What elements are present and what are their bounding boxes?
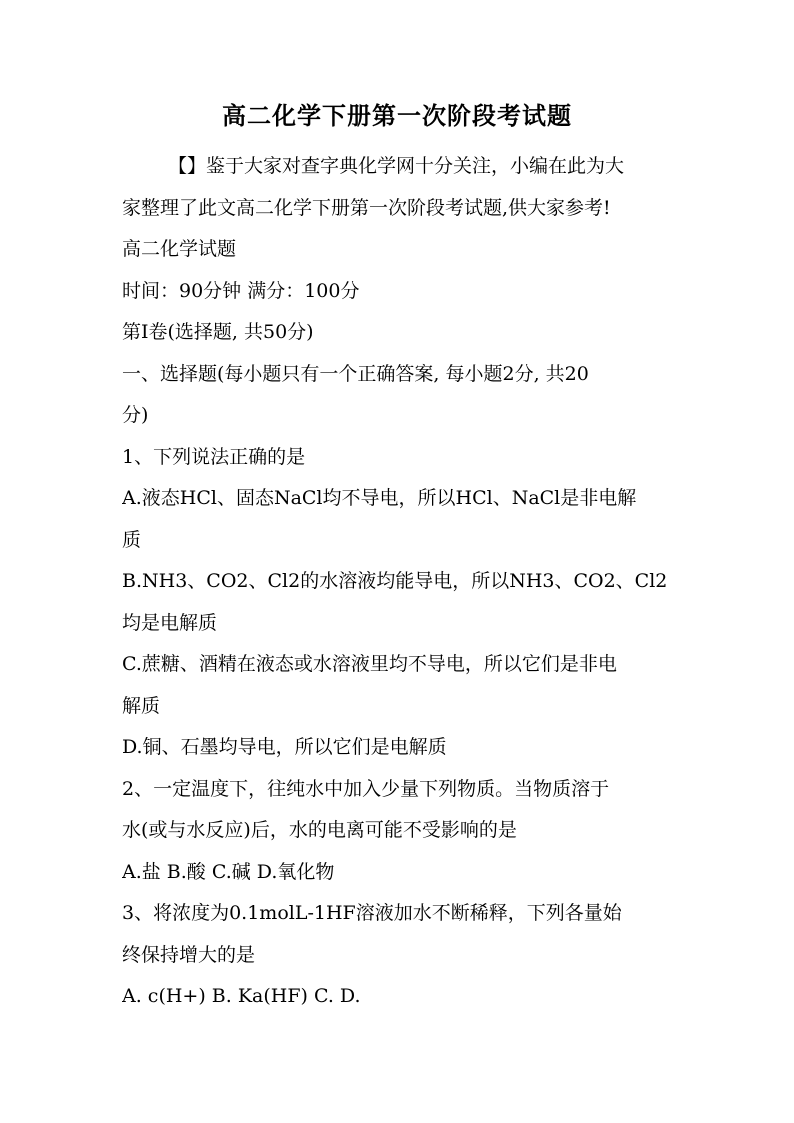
question-1-option-c-line-1: C.蔗糖、酒精在液态或水溶液里均不导电，所以它们是非电	[122, 653, 617, 675]
exam-time-score: 时间：90分钟 满分：100分	[122, 279, 360, 302]
question-2-options: A.盐 B.酸 C.碱 D.氧化物	[122, 860, 335, 883]
exam-heading: 高二化学试题	[122, 238, 237, 260]
question-type-line-1: 一、选择题(每小题只有一个正确答案, 每小题2分, 共20	[122, 362, 589, 385]
question-1-option-c-line-2: 解质	[122, 694, 161, 717]
document-title: 高二化学下册第一次阶段考试题	[222, 102, 572, 130]
intro-line-1: 【】鉴于大家对查字典化学网十分关注，小编在此为大	[168, 155, 625, 177]
question-1-option-a-line-1: A.液态HCl、固态NaCl均不导电，所以HCl、NaCl是非电解	[122, 487, 637, 509]
question-3-stem-line-2: 终保持增大的是	[122, 943, 256, 966]
question-type-line-2: 分)	[122, 404, 149, 426]
section-heading: 第Ⅰ卷(选择题, 共50分)	[122, 321, 314, 343]
intro-line-2: 家整理了此文高二化学下册第一次阶段考试题,供大家参考!	[122, 196, 611, 219]
document-body	[122, 146, 682, 1018]
question-1-stem: 1、下列说法正确的是	[122, 445, 306, 468]
question-1-option-d: D.铜、石墨均导电，所以它们是电解质	[122, 736, 447, 758]
question-3-options: A. c(H+) B. Ka(HF) C. D.	[122, 985, 361, 1007]
question-2-stem-line-2: 水(或与水反应)后，水的电离可能不受影响的是	[122, 819, 517, 841]
question-1-option-a-line-2: 质	[122, 528, 142, 551]
question-1-option-b-line-1: B.NH3、CO2、Cl2的水溶液均能导电，所以NH3、CO2、Cl2	[122, 570, 668, 592]
question-1-option-b-line-2: 均是电解质	[122, 611, 218, 634]
question-3-stem-line-1: 3、将浓度为0.1molL-1HF溶液加水不断稀释，下列各量始	[122, 902, 622, 924]
question-2-stem-line-1: 2、一定温度下，往纯水中加入少量下列物质。当物质溶于	[122, 777, 610, 800]
